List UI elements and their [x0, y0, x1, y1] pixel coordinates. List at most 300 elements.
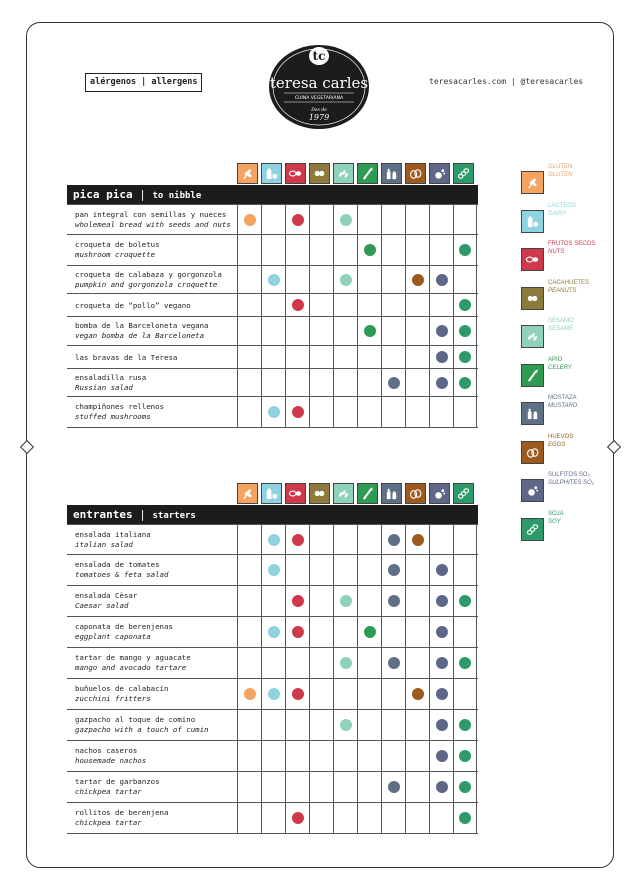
allergen-dot-mustard [388, 781, 400, 793]
cell-peanuts [309, 525, 333, 554]
dish-name [75, 210, 231, 230]
dish-row [67, 294, 478, 317]
cell-soy [453, 555, 477, 585]
cell-sulphites [429, 235, 453, 265]
cell-celery [357, 648, 381, 678]
legend-label [548, 510, 564, 526]
mustard-icon [521, 402, 544, 425]
dish-name-en: mushroom croquette [75, 250, 156, 259]
allergen-dot-nuts [292, 406, 304, 418]
cell-gluten [237, 741, 261, 771]
cell-gluten [237, 679, 261, 709]
nuts-icon [285, 163, 306, 184]
wheat-icon [237, 483, 258, 504]
cell-sesame [333, 397, 357, 427]
dish-name [75, 653, 191, 673]
dish-row [67, 555, 478, 586]
cell-soy [453, 772, 477, 802]
cell-celery [357, 346, 381, 368]
cell-mustard [381, 317, 405, 345]
cell-mustard [381, 294, 405, 316]
legend-label [548, 394, 577, 410]
cell-peanuts [309, 803, 333, 833]
cell-dairy [261, 317, 285, 345]
allergen-dot-soy [459, 595, 471, 607]
cell-eggs [405, 369, 429, 396]
cell-dairy [261, 294, 285, 316]
dish-name [75, 402, 164, 422]
allergen-dot-soy [459, 657, 471, 669]
cell-sulphites [429, 294, 453, 316]
cell-sulphites [429, 710, 453, 740]
allergen-dot-dairy [268, 406, 280, 418]
allergen-dot-celery [364, 325, 376, 337]
dish-name-en: zucchini fritters [75, 694, 151, 703]
legend-label-es: MOSTAZA [548, 395, 577, 401]
cell-dairy [261, 586, 285, 616]
dish-name-es: bomba de la Barceloneta vegana [75, 321, 209, 330]
allergen-dot-sulphites [436, 781, 448, 793]
cell-soy [453, 617, 477, 647]
cell-sesame [333, 679, 357, 709]
dish-name-en: pumpkin and gorgonzola croquette [75, 279, 218, 289]
dish-row [67, 204, 478, 235]
legend-label [548, 202, 576, 218]
cell-sulphites [429, 266, 453, 293]
cell-sesame [333, 266, 357, 293]
cell-dairy [261, 397, 285, 427]
cell-sesame [333, 617, 357, 647]
legend-item-soy [521, 510, 621, 540]
allergen-dot-sulphites [436, 657, 448, 669]
wheat-icon [237, 163, 258, 184]
dish-name-en: tomatoes & feta salad [75, 570, 169, 579]
cell-soy [453, 648, 477, 678]
cell-mustard [381, 397, 405, 427]
dish-name-es: croqueta de calabaza y gorgonzola [75, 269, 222, 279]
dish-name-es: croqueta de “pollo” vegano [75, 300, 191, 310]
legend-label [548, 240, 595, 256]
allergen-dot-celery [364, 244, 376, 256]
cell-celery [357, 294, 381, 316]
cell-soy [453, 294, 477, 316]
allergen-icon-row [237, 483, 477, 504]
cell-celery [357, 205, 381, 234]
allergen-dot-sulphites [436, 626, 448, 638]
dish-name [75, 715, 209, 735]
legend-label-es: CACAHUETES [548, 279, 590, 286]
cell-dairy [261, 346, 285, 368]
mustard-icon [381, 483, 402, 504]
cell-gluten [237, 266, 261, 293]
cell-celery [357, 617, 381, 647]
cell-eggs [405, 346, 429, 368]
cell-soy [453, 710, 477, 740]
nuts-icon [521, 248, 544, 271]
cell-mustard [381, 235, 405, 265]
legend-label-es: GLUTEN [548, 164, 573, 170]
logo-year: 1979 [308, 113, 330, 122]
dish-row [67, 617, 478, 648]
cell-gluten [237, 346, 261, 368]
cell-mustard [381, 555, 405, 585]
cell-eggs [405, 555, 429, 585]
cell-peanuts [309, 266, 333, 293]
allergen-dot-soy [459, 781, 471, 793]
cell-celery [357, 586, 381, 616]
dish-name-en: eggplant caponata [75, 632, 151, 641]
cell-sesame [333, 317, 357, 345]
cell-peanuts [309, 555, 333, 585]
allergen-dot-nuts [292, 595, 304, 607]
cell-celery [357, 710, 381, 740]
dish-name [75, 591, 137, 611]
cell-nuts [285, 617, 309, 647]
dish-name-es: nachos caseros [75, 746, 138, 755]
section-title-en: starters [152, 511, 196, 521]
dish-name-en: vegan bomba de la Barceloneta [75, 331, 205, 340]
legend-label [548, 279, 589, 295]
legend-label-en: SULPHITES SO₂ [548, 480, 594, 486]
dish-name-es: caponata de berenjenas [75, 622, 173, 631]
celery-icon [357, 483, 378, 504]
allergen-dot-eggs [412, 534, 424, 546]
allergen-dot-mustard [388, 595, 400, 607]
dish-name-es: rollitos de berenjena [75, 808, 169, 817]
cell-dairy [261, 710, 285, 740]
cell-eggs [405, 235, 429, 265]
cell-mustard [381, 772, 405, 802]
allergen-dot-sulphites [436, 351, 448, 363]
legend-item-sesame [521, 317, 621, 347]
section-title: pica pica [73, 188, 133, 201]
legend-item-eggs [521, 433, 621, 463]
cell-nuts [285, 710, 309, 740]
cell-sesame [333, 294, 357, 316]
allergen-dot-soy [459, 351, 471, 363]
cell-peanuts [309, 205, 333, 234]
allergen-dot-sesame [340, 274, 352, 286]
cell-gluten [237, 397, 261, 427]
dish-row [67, 235, 478, 266]
cell-soy [453, 525, 477, 554]
dish-name-en: mango and avocado tartare [75, 663, 187, 672]
cell-gluten [237, 772, 261, 802]
cell-mustard [381, 679, 405, 709]
allergen-dot-sulphites [436, 274, 448, 286]
cell-sulphites [429, 555, 453, 585]
cell-gluten [237, 525, 261, 554]
dish-name-en: italian salad [75, 540, 133, 549]
celery-icon [521, 364, 544, 387]
allergen-dot-sulphites [436, 750, 448, 762]
allergen-dot-soy [459, 377, 471, 389]
cell-celery [357, 317, 381, 345]
legend-label-es: APIO [548, 356, 563, 363]
dish-name [75, 808, 168, 828]
legend-item-mustard [521, 394, 621, 424]
dish-row [67, 586, 478, 617]
milk-icon [261, 483, 282, 504]
cell-dairy [261, 369, 285, 396]
cell-peanuts [309, 710, 333, 740]
cell-celery [357, 266, 381, 293]
legend-item-gluten [521, 163, 621, 193]
dish-name-en: stuffed mushrooms [75, 412, 151, 421]
cell-sesame [333, 648, 357, 678]
cell-gluten [237, 317, 261, 345]
allergens-heading: alérgenos | allergens [85, 73, 202, 92]
egg-icon [405, 483, 426, 504]
title-separator: | [132, 508, 153, 521]
cell-celery [357, 369, 381, 396]
cell-gluten [237, 710, 261, 740]
dish-name-en: Caesar salad [75, 601, 129, 610]
allergen-dot-dairy [268, 534, 280, 546]
dish-name [75, 530, 151, 550]
section-title: entrantes [73, 508, 133, 521]
cell-sulphites [429, 648, 453, 678]
allergen-dot-soy [459, 299, 471, 311]
wheat-icon [521, 171, 544, 194]
cell-soy [453, 205, 477, 234]
cell-soy [453, 397, 477, 427]
dish-name [75, 240, 160, 260]
allergen-dot-eggs [412, 688, 424, 700]
allergen-dot-dairy [268, 688, 280, 700]
allergen-dot-sulphites [436, 595, 448, 607]
allergen-dot-sesame [340, 657, 352, 669]
cell-soy [453, 266, 477, 293]
cell-nuts [285, 741, 309, 771]
dish-name [75, 353, 177, 363]
cell-eggs [405, 648, 429, 678]
cell-mustard [381, 525, 405, 554]
cell-dairy [261, 235, 285, 265]
dish-name-en: chickpea tartar [75, 818, 142, 827]
cell-soy [453, 679, 477, 709]
cell-gluten [237, 294, 261, 316]
cell-celery [357, 772, 381, 802]
dish-row [67, 648, 478, 679]
legend-label-en: SESAME [548, 326, 574, 332]
cell-eggs [405, 294, 429, 316]
legend-label [548, 317, 574, 333]
cell-nuts [285, 772, 309, 802]
dish-name-es: las bravas de la Teresa [75, 352, 178, 362]
cell-peanuts [309, 235, 333, 265]
sulphite-icon [521, 479, 544, 502]
allergen-dot-sulphites [436, 377, 448, 389]
cell-gluten [237, 235, 261, 265]
sesame-icon [333, 163, 354, 184]
cell-nuts [285, 317, 309, 345]
cell-eggs [405, 772, 429, 802]
cell-dairy [261, 772, 285, 802]
legend-label-en: CELERY [548, 364, 572, 371]
milk-icon [261, 163, 282, 184]
dish-row [67, 397, 478, 428]
dish-name-es: ensalada Cèsar [75, 591, 138, 600]
cell-eggs [405, 710, 429, 740]
sesame-icon [521, 325, 544, 348]
cell-mustard [381, 346, 405, 368]
cell-peanuts [309, 741, 333, 771]
soy-icon [453, 483, 474, 504]
cell-mustard [381, 710, 405, 740]
cell-nuts [285, 205, 309, 234]
cell-mustard [381, 617, 405, 647]
legend-item-sulphites [521, 471, 621, 501]
allergen-dot-soy [459, 244, 471, 256]
cell-sesame [333, 772, 357, 802]
cell-soy [453, 586, 477, 616]
cell-peanuts [309, 617, 333, 647]
allergen-dot-mustard [388, 657, 400, 669]
cell-peanuts [309, 648, 333, 678]
allergen-dot-mustard [388, 377, 400, 389]
cell-peanuts [309, 317, 333, 345]
dish-name-es: ensalada italiana [75, 530, 151, 539]
title-separator: | [132, 188, 153, 201]
cell-gluten [237, 205, 261, 234]
dish-name-es: gazpacho al toque de comino [75, 715, 196, 724]
cell-soy [453, 235, 477, 265]
restaurant-logo [268, 44, 370, 130]
allergen-dot-dairy [268, 274, 280, 286]
allergen-dot-gluten [244, 214, 256, 226]
logo-sub: CUINA VEGETARIANA [294, 96, 344, 101]
cell-eggs [405, 679, 429, 709]
allergen-dot-sesame [340, 214, 352, 226]
allergen-dot-nuts [292, 214, 304, 226]
dish-row [67, 317, 478, 346]
legend-label-en: MUSTARD [548, 403, 578, 409]
website-and-handle: teresacarles.com | @teresacarles [429, 77, 584, 86]
cell-nuts [285, 525, 309, 554]
cell-eggs [405, 317, 429, 345]
cell-sulphites [429, 772, 453, 802]
cell-gluten [237, 369, 261, 396]
allergen-dot-soy [459, 812, 471, 824]
dish-row [67, 369, 478, 397]
allergen-dot-sulphites [436, 564, 448, 576]
dish-name [75, 301, 191, 311]
cell-eggs [405, 803, 429, 833]
allergen-dot-sulphites [436, 325, 448, 337]
cell-eggs [405, 397, 429, 427]
cell-nuts [285, 235, 309, 265]
cell-peanuts [309, 679, 333, 709]
dish-row [67, 346, 478, 369]
cell-sulphites [429, 586, 453, 616]
cell-sulphites [429, 397, 453, 427]
dish-name-es: buñuelos de calabacín [75, 684, 169, 693]
dish-name-es: ensaladilla rusa [75, 372, 147, 382]
dish-name-en: Russian salad [75, 382, 133, 392]
cell-peanuts [309, 397, 333, 427]
legend-label-es: SOJA [548, 510, 564, 517]
legend-label-en: DAIRY [548, 210, 567, 217]
legend-label [548, 356, 572, 372]
dish-name [75, 622, 173, 642]
allergen-dot-nuts [292, 299, 304, 311]
cell-eggs [405, 741, 429, 771]
allergen-dot-nuts [292, 812, 304, 824]
dish-name [75, 746, 146, 766]
cell-mustard [381, 648, 405, 678]
dish-name-es: champiñones rellenos [75, 402, 164, 411]
dish-name-en: gazpacho with a touch of cumin [75, 725, 209, 734]
legend-label [548, 433, 573, 449]
cell-celery [357, 525, 381, 554]
cell-nuts [285, 369, 309, 396]
cell-gluten [237, 803, 261, 833]
legend-item-peanuts [521, 279, 621, 309]
cell-dairy [261, 555, 285, 585]
dish-row [67, 266, 478, 294]
legend-label-es: FRUTOS SECOS [548, 241, 596, 247]
dish-row [67, 679, 478, 710]
milk-icon [521, 210, 544, 233]
dish-row [67, 524, 478, 555]
cell-dairy [261, 205, 285, 234]
cell-gluten [237, 555, 261, 585]
allergen-dot-dairy [268, 626, 280, 638]
dish-name-es: tartar de garbanzos [75, 777, 160, 786]
dish-name-en: chickpea tartar [75, 787, 142, 796]
allergen-dot-sesame [340, 595, 352, 607]
dish-name-es: ensalada de tomates [75, 560, 160, 569]
cell-sesame [333, 803, 357, 833]
cell-sulphites [429, 346, 453, 368]
cell-mustard [381, 741, 405, 771]
dish-name [75, 777, 160, 797]
cell-nuts [285, 266, 309, 293]
legend-label-es: HUEVOS [548, 433, 574, 440]
cell-dairy [261, 741, 285, 771]
dish-name [75, 560, 168, 580]
legend-label-en: PEANUTS [548, 287, 577, 294]
dish-name [75, 373, 146, 393]
cell-sesame [333, 369, 357, 396]
sulphite-icon [429, 483, 450, 504]
cell-eggs [405, 586, 429, 616]
dish-row [67, 741, 478, 772]
cell-dairy [261, 679, 285, 709]
cell-sesame [333, 525, 357, 554]
cell-eggs [405, 525, 429, 554]
cell-celery [357, 235, 381, 265]
cell-peanuts [309, 772, 333, 802]
allergen-dot-soy [459, 325, 471, 337]
legend-label-es: SÉSAMO [548, 318, 574, 324]
dish-row [67, 710, 478, 741]
allergen-dot-dairy [268, 564, 280, 576]
cell-celery [357, 397, 381, 427]
cell-soy [453, 803, 477, 833]
sesame-icon [333, 483, 354, 504]
logo-name: teresa carles [269, 74, 369, 92]
legend-label [548, 163, 572, 179]
cell-sulphites [429, 617, 453, 647]
soy-icon [521, 518, 544, 541]
allergen-dot-sulphites [436, 719, 448, 731]
dish-name [75, 684, 168, 704]
cell-celery [357, 679, 381, 709]
cell-peanuts [309, 294, 333, 316]
allergen-dot-eggs [412, 274, 424, 286]
